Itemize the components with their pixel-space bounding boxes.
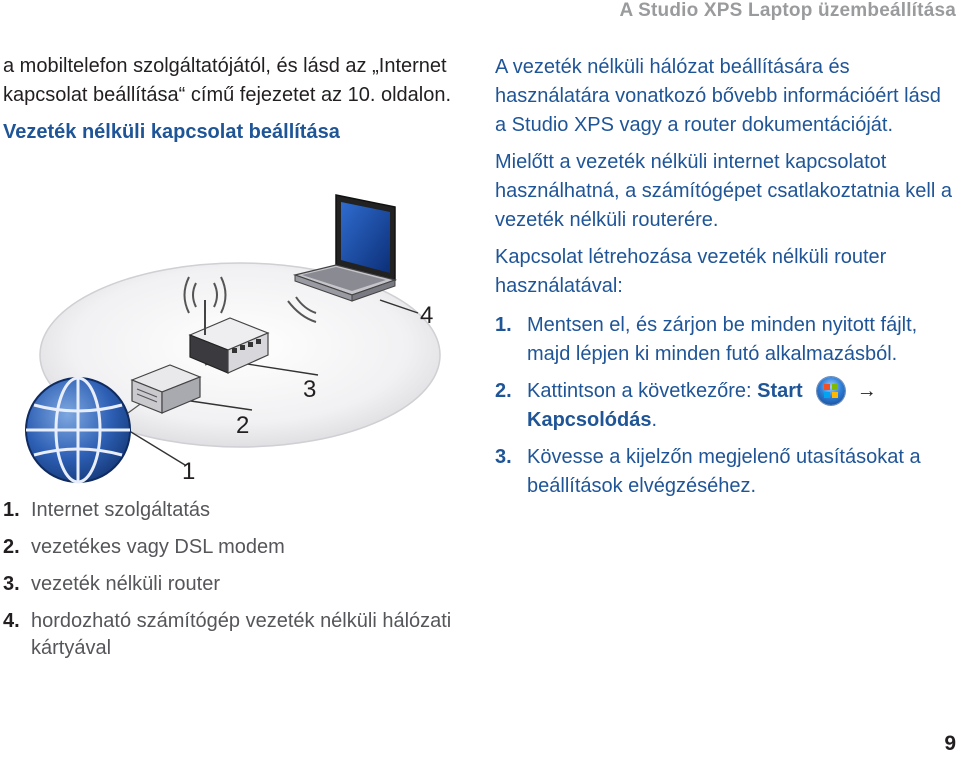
- step-text: [527, 377, 877, 435]
- legend-number: 4.: [3, 610, 20, 632]
- step-number: 1.: [495, 314, 512, 336]
- legend-item: [3, 534, 453, 561]
- legend-list: [3, 497, 453, 672]
- right-column: [495, 53, 957, 509]
- step-suffix: .: [651, 409, 658, 431]
- windows-start-icon: [817, 377, 845, 405]
- step-item: [495, 311, 957, 369]
- globe-icon: [26, 378, 130, 482]
- left-column: [3, 52, 453, 145]
- page-number: 9: [944, 732, 956, 755]
- connect-label: Kapcsolódás: [527, 409, 652, 431]
- info-paragraph: A vezeték nélküli hálózat beállítására és használatára vonatkozó bővebb információért lásd a Studio XPS vagy a router dokumentációját.: [495, 56, 941, 136]
- legend-text: hordozható számítógép vezeték nélküli hálózati kártyával: [31, 610, 452, 659]
- legend-number: 3.: [3, 573, 20, 595]
- callout-4: 4: [420, 302, 434, 329]
- section-heading: Vezeték nélküli kapcsolat beállítása: [3, 121, 340, 143]
- legend-item: [3, 497, 453, 524]
- page-header: A Studio XPS Laptop üzembeállítása: [619, 0, 956, 21]
- step-item: [495, 443, 957, 501]
- requirement-paragraph: Mielőtt a vezeték nélküli internet kapcsolatot használhatná, a számítógépet csatlakoztatnia kell a vezeték nélküli routerére.: [495, 151, 952, 231]
- step-text: Mentsen el, és zárjon be minden nyitott fájlt, majd lépjen ki minden futó alkalmazásból.: [527, 314, 918, 365]
- step-number: 3.: [495, 446, 512, 468]
- legend-text: Internet szolgáltatás: [31, 499, 210, 521]
- arrow-icon: →: [856, 380, 877, 402]
- legend-text: vezetékes vagy DSL modem: [31, 536, 285, 558]
- step-text: Kövesse a kijelzőn megjelenő utasításokat a beállítások elvégzéséhez.: [527, 446, 921, 497]
- legend-number: 1.: [3, 499, 20, 521]
- callout-3: 3: [303, 376, 317, 403]
- legend-text: vezeték nélküli router: [31, 573, 220, 595]
- step-item: [495, 377, 957, 435]
- callout-2: 2: [236, 412, 250, 439]
- steps-list: [495, 311, 957, 501]
- step-number: 2.: [495, 380, 512, 402]
- legend-item: [3, 608, 453, 662]
- legend-number: 2.: [3, 536, 20, 558]
- legend-item: [3, 571, 453, 598]
- start-label: Start: [757, 380, 803, 402]
- step-prefix: Kattintson a következőre:: [527, 380, 758, 402]
- network-diagram: [0, 185, 460, 495]
- procedure-intro: Kapcsolat létrehozása vezeték nélküli router használatával:: [495, 246, 887, 297]
- callout-1: 1: [182, 458, 196, 485]
- intro-text: a mobiltelefon szolgáltatójától, és lásd az „Internet kapcsolat beállítása“ című fejezetet az 10. oldalon.: [3, 55, 452, 106]
